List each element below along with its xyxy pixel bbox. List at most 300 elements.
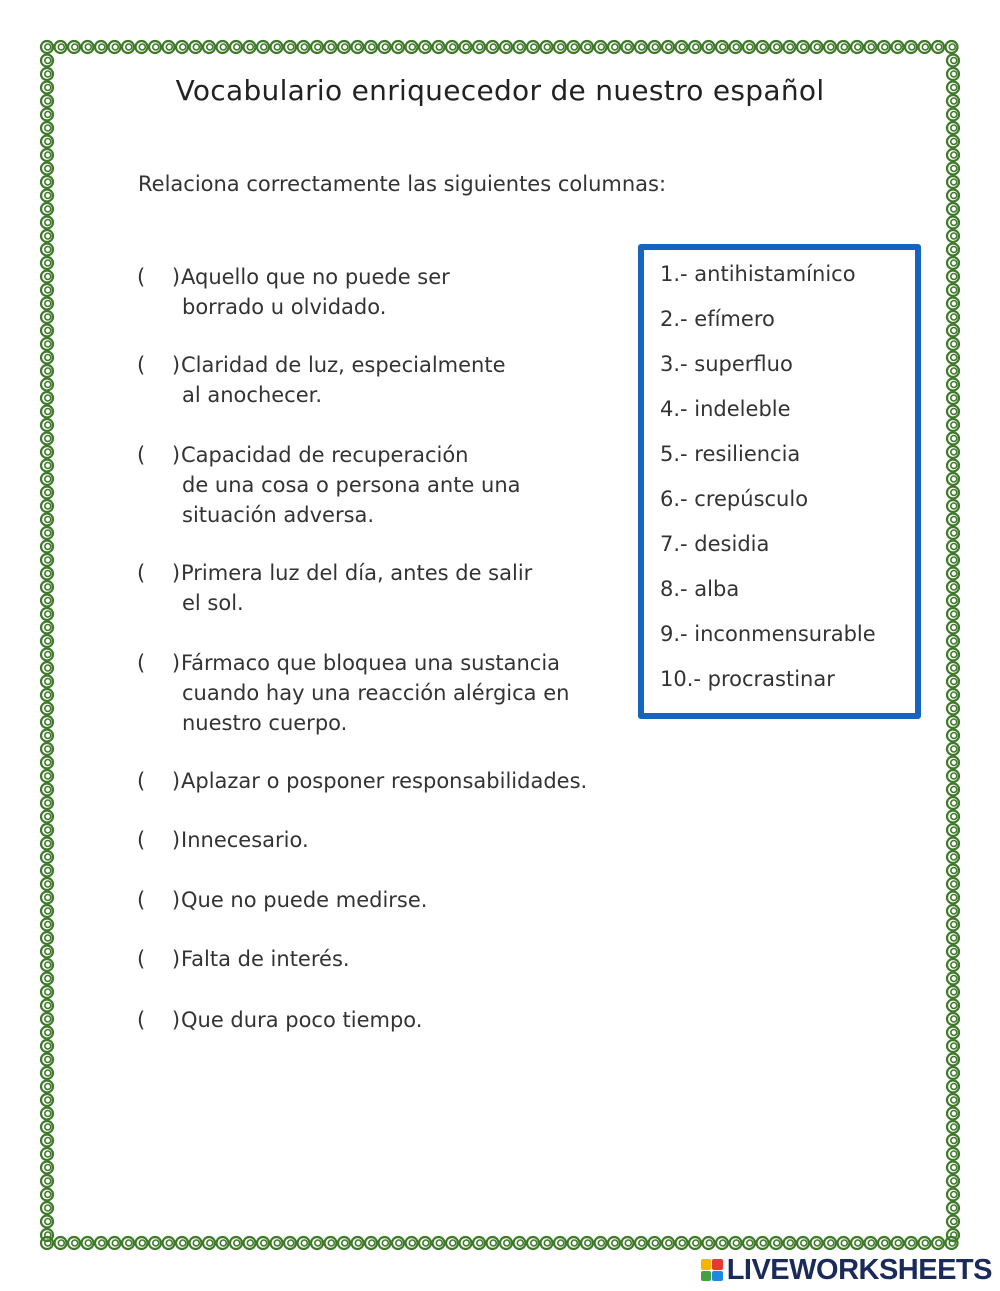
border-swirl-icon bbox=[109, 1237, 121, 1249]
border-swirl-icon bbox=[338, 41, 350, 53]
border-swirl-icon bbox=[41, 581, 53, 593]
border-swirl-icon bbox=[41, 703, 53, 715]
border-swirl-icon bbox=[500, 41, 512, 53]
border-swirl-icon bbox=[947, 1094, 959, 1106]
border-swirl-icon bbox=[947, 379, 959, 391]
border-swirl-icon bbox=[947, 946, 959, 958]
definition-item: ( )Capacidad de recuperación de una cosa o persona ante una situación adversa. bbox=[137, 440, 521, 530]
border-swirl-icon bbox=[82, 41, 94, 53]
border-swirl-icon bbox=[41, 1081, 53, 1093]
border-swirl-icon bbox=[947, 271, 959, 283]
border-swirl-icon bbox=[41, 109, 53, 121]
border-swirl-icon bbox=[190, 41, 202, 53]
word-item: 10.- procrastinar bbox=[660, 667, 835, 691]
border-swirl-icon bbox=[41, 946, 53, 958]
border-swirl-icon bbox=[41, 325, 53, 337]
border-swirl-icon bbox=[41, 257, 53, 269]
border-swirl-icon bbox=[41, 676, 53, 688]
border-swirl-icon bbox=[271, 1237, 283, 1249]
border-swirl-icon bbox=[41, 244, 53, 256]
border-swirl-icon bbox=[41, 298, 53, 310]
border-swirl-icon bbox=[487, 41, 499, 53]
border-swirl-icon bbox=[947, 730, 959, 742]
answer-blank[interactable]: ( ) bbox=[137, 265, 181, 289]
border-swirl-icon bbox=[41, 608, 53, 620]
border-swirl-icon bbox=[352, 1237, 364, 1249]
border-swirl-icon bbox=[947, 257, 959, 269]
border-swirl-icon bbox=[947, 1148, 959, 1160]
word-item: 3.- superfluo bbox=[660, 352, 793, 376]
definition-item: ( )Aquello que no puede ser borrado u olvidado. bbox=[137, 262, 450, 322]
border-swirl-icon bbox=[352, 41, 364, 53]
border-swirl-icon bbox=[757, 1237, 769, 1249]
border-swirl-icon bbox=[581, 1237, 593, 1249]
border-swirl-icon bbox=[947, 352, 959, 364]
border-swirl-icon bbox=[947, 919, 959, 931]
border-swirl-icon bbox=[947, 365, 959, 377]
border-swirl-icon bbox=[947, 1013, 959, 1025]
border-swirl-icon bbox=[41, 770, 53, 782]
border-swirl-icon bbox=[136, 1237, 148, 1249]
border-swirl-icon bbox=[41, 514, 53, 526]
border-swirl-icon bbox=[41, 851, 53, 863]
answer-blank[interactable]: ( ) bbox=[137, 651, 181, 675]
border-swirl-icon bbox=[392, 1237, 404, 1249]
border-swirl-icon bbox=[41, 892, 53, 904]
border-swirl-icon bbox=[947, 1027, 959, 1039]
border-swirl-icon bbox=[41, 446, 53, 458]
border-swirl-icon bbox=[947, 473, 959, 485]
word-item: 2.- efímero bbox=[660, 307, 775, 331]
border-swirl-icon bbox=[554, 41, 566, 53]
border-swirl-icon bbox=[311, 1237, 323, 1249]
border-swirl-icon bbox=[947, 757, 959, 769]
border-swirl-icon bbox=[947, 109, 959, 121]
border-swirl-icon bbox=[947, 689, 959, 701]
border-swirl-icon bbox=[947, 622, 959, 634]
border-swirl-icon bbox=[892, 41, 904, 53]
border-swirl-icon bbox=[947, 136, 959, 148]
border-swirl-icon bbox=[905, 1237, 917, 1249]
border-swirl-icon bbox=[41, 217, 53, 229]
border-swirl-icon bbox=[622, 41, 634, 53]
border-swirl-icon bbox=[947, 527, 959, 539]
border-swirl-icon bbox=[109, 41, 121, 53]
border-swirl-icon bbox=[41, 1175, 53, 1187]
border-swirl-icon bbox=[379, 1237, 391, 1249]
border-swirl-icon bbox=[163, 41, 175, 53]
border-swirl-icon bbox=[865, 41, 877, 53]
border-swirl-icon bbox=[568, 1237, 580, 1249]
border-swirl-icon bbox=[568, 41, 580, 53]
border-swirl-icon bbox=[257, 41, 269, 53]
border-swirl-icon bbox=[608, 41, 620, 53]
border-swirl-icon bbox=[932, 41, 944, 53]
border-swirl-icon bbox=[325, 41, 337, 53]
border-swirl-icon bbox=[947, 1189, 959, 1201]
border-swirl-icon bbox=[41, 905, 53, 917]
definition-item: ( )Que no puede medirse. bbox=[137, 885, 427, 915]
border-swirl-icon bbox=[947, 1216, 959, 1228]
border-swirl-icon bbox=[824, 1237, 836, 1249]
word-item: 6.- crepúsculo bbox=[660, 487, 809, 511]
border-swirl-icon bbox=[149, 1237, 161, 1249]
border-swirl-icon bbox=[797, 1237, 809, 1249]
border-swirl-icon bbox=[203, 41, 215, 53]
border-swirl-icon bbox=[41, 190, 53, 202]
border-swirl-icon bbox=[419, 41, 431, 53]
border-swirl-icon bbox=[947, 541, 959, 553]
border-swirl-icon bbox=[541, 41, 553, 53]
border-swirl-icon bbox=[947, 244, 959, 256]
border-swirl-icon bbox=[662, 41, 674, 53]
border-swirl-icon bbox=[41, 568, 53, 580]
answer-blank[interactable]: ( ) bbox=[137, 561, 181, 585]
answer-blank[interactable]: ( ) bbox=[137, 353, 181, 377]
border-swirl-icon bbox=[865, 1237, 877, 1249]
border-swirl-icon bbox=[41, 1148, 53, 1160]
border-swirl-icon bbox=[176, 1237, 188, 1249]
border-swirl-icon bbox=[947, 716, 959, 728]
definition-item: ( )Fármaco que bloquea una sustancia cuando hay una reacción alérgica en nuestro cuerpo. bbox=[137, 648, 569, 738]
border-swirl-icon bbox=[947, 419, 959, 431]
border-swirl-icon bbox=[41, 743, 53, 755]
border-swirl-icon bbox=[41, 1040, 53, 1052]
border-swirl-icon bbox=[947, 959, 959, 971]
border-swirl-icon bbox=[947, 325, 959, 337]
border-swirl-icon bbox=[527, 1237, 539, 1249]
border-swirl-icon bbox=[649, 1237, 661, 1249]
border-swirl-icon bbox=[797, 41, 809, 53]
border-swirl-icon bbox=[41, 271, 53, 283]
border-swirl-icon bbox=[947, 163, 959, 175]
answer-blank[interactable]: ( ) bbox=[137, 769, 181, 793]
border-swirl-icon bbox=[947, 608, 959, 620]
logo-mark-icon bbox=[701, 1259, 723, 1281]
border-swirl-icon bbox=[905, 41, 917, 53]
border-swirl-icon bbox=[41, 757, 53, 769]
border-swirl-icon bbox=[41, 406, 53, 418]
answer-blank[interactable]: ( ) bbox=[137, 443, 181, 467]
border-swirl-icon bbox=[190, 1237, 202, 1249]
border-swirl-icon bbox=[41, 797, 53, 809]
border-swirl-icon bbox=[325, 1237, 337, 1249]
border-swirl-icon bbox=[947, 932, 959, 944]
border-swirl-icon bbox=[149, 41, 161, 53]
border-swirl-icon bbox=[689, 1237, 701, 1249]
border-swirl-icon bbox=[55, 41, 67, 53]
border-swirl-icon bbox=[41, 635, 53, 647]
border-swirl-icon bbox=[244, 41, 256, 53]
answer-blank[interactable]: ( ) bbox=[137, 1008, 181, 1032]
border-swirl-icon bbox=[947, 568, 959, 580]
border-swirl-icon bbox=[176, 41, 188, 53]
border-swirl-icon bbox=[947, 824, 959, 836]
border-swirl-icon bbox=[947, 635, 959, 647]
border-swirl-icon bbox=[595, 1237, 607, 1249]
border-swirl-icon bbox=[473, 1237, 485, 1249]
border-swirl-icon bbox=[947, 1108, 959, 1120]
answer-blank[interactable]: ( ) bbox=[137, 828, 181, 852]
border-swirl-icon bbox=[41, 1202, 53, 1214]
word-item: 9.- inconmensurable bbox=[660, 622, 876, 646]
border-swirl-icon bbox=[433, 1237, 445, 1249]
word-item: 4.- indeleble bbox=[660, 397, 791, 421]
border-swirl-icon bbox=[947, 554, 959, 566]
border-swirl-icon bbox=[622, 1237, 634, 1249]
border-swirl-icon bbox=[446, 1237, 458, 1249]
border-swirl-icon bbox=[947, 446, 959, 458]
border-swirl-icon bbox=[41, 500, 53, 512]
border-swirl-icon bbox=[947, 284, 959, 296]
border-swirl-icon bbox=[947, 149, 959, 161]
border-swirl-icon bbox=[41, 433, 53, 445]
border-swirl-icon bbox=[217, 41, 229, 53]
logo-text: LIVEWORKSHEETS bbox=[726, 1253, 992, 1286]
border-swirl-icon bbox=[730, 1237, 742, 1249]
border-swirl-icon bbox=[41, 163, 53, 175]
instructions: Relaciona correctamente las siguientes columnas: bbox=[138, 172, 667, 196]
border-swirl-icon bbox=[41, 203, 53, 215]
border-swirl-icon bbox=[947, 487, 959, 499]
border-swirl-icon bbox=[41, 689, 53, 701]
border-swirl-icon bbox=[743, 41, 755, 53]
border-swirl-icon bbox=[41, 487, 53, 499]
definition-item: ( )Que dura poco tiempo. bbox=[137, 1005, 422, 1035]
border-swirl-icon bbox=[365, 41, 377, 53]
border-swirl-icon bbox=[41, 919, 53, 931]
border-swirl-icon bbox=[947, 784, 959, 796]
border-swirl-icon bbox=[41, 1189, 53, 1201]
border-swirl-icon bbox=[446, 41, 458, 53]
border-swirl-icon bbox=[41, 622, 53, 634]
border-swirl-icon bbox=[122, 1237, 134, 1249]
border-swirl-icon bbox=[838, 41, 850, 53]
word-item: 5.- resiliencia bbox=[660, 442, 801, 466]
border-swirl-icon bbox=[41, 838, 53, 850]
border-swirl-icon bbox=[41, 1121, 53, 1133]
border-swirl-icon bbox=[635, 41, 647, 53]
border-swirl-icon bbox=[608, 1237, 620, 1249]
border-swirl-icon bbox=[811, 41, 823, 53]
border-swirl-icon bbox=[947, 986, 959, 998]
border-swirl-icon bbox=[947, 838, 959, 850]
border-swirl-icon bbox=[41, 595, 53, 607]
border-swirl-icon bbox=[68, 41, 80, 53]
border-swirl-icon bbox=[95, 1237, 107, 1249]
border-swirl-icon bbox=[41, 1229, 53, 1241]
border-swirl-icon bbox=[947, 460, 959, 472]
border-swirl-icon bbox=[41, 379, 53, 391]
border-swirl-icon bbox=[338, 1237, 350, 1249]
border-swirl-icon bbox=[878, 1237, 890, 1249]
border-swirl-icon bbox=[851, 1237, 863, 1249]
definition-item: ( )Primera luz del día, antes de salir el sol. bbox=[137, 558, 532, 618]
border-swirl-icon bbox=[676, 1237, 688, 1249]
border-swirl-icon bbox=[460, 41, 472, 53]
border-swirl-icon bbox=[473, 41, 485, 53]
border-swirl-icon bbox=[892, 1237, 904, 1249]
border-swirl-icon bbox=[743, 1237, 755, 1249]
border-swirl-icon bbox=[379, 41, 391, 53]
border-swirl-icon bbox=[947, 406, 959, 418]
border-swirl-icon bbox=[947, 311, 959, 323]
border-swirl-icon bbox=[41, 716, 53, 728]
border-swirl-icon bbox=[41, 865, 53, 877]
border-swirl-icon bbox=[947, 1054, 959, 1066]
border-swirl-icon bbox=[41, 824, 53, 836]
border-swirl-icon bbox=[770, 41, 782, 53]
border-swirl-icon bbox=[284, 1237, 296, 1249]
border-swirl-icon bbox=[406, 1237, 418, 1249]
border-swirl-icon bbox=[41, 811, 53, 823]
border-swirl-icon bbox=[41, 959, 53, 971]
border-swirl-icon bbox=[257, 1237, 269, 1249]
border-swirl-icon bbox=[230, 1237, 242, 1249]
border-swirl-icon bbox=[703, 1237, 715, 1249]
border-swirl-icon bbox=[757, 41, 769, 53]
word-item: 8.- alba bbox=[660, 577, 740, 601]
border-swirl-icon bbox=[203, 1237, 215, 1249]
definition-item: ( )Falta de interés. bbox=[137, 944, 350, 974]
border-swirl-icon bbox=[41, 878, 53, 890]
border-swirl-icon bbox=[41, 784, 53, 796]
border-swirl-icon bbox=[947, 851, 959, 863]
border-swirl-icon bbox=[947, 743, 959, 755]
answer-blank[interactable]: ( ) bbox=[137, 888, 181, 912]
border-swirl-icon bbox=[947, 703, 959, 715]
border-swirl-icon bbox=[919, 1237, 931, 1249]
border-swirl-icon bbox=[41, 527, 53, 539]
border-swirl-icon bbox=[947, 878, 959, 890]
border-swirl-icon bbox=[41, 136, 53, 148]
border-swirl-icon bbox=[581, 41, 593, 53]
border-swirl-icon bbox=[41, 986, 53, 998]
border-swirl-icon bbox=[41, 460, 53, 472]
border-swirl-icon bbox=[41, 1027, 53, 1039]
word-item: 7.- desidia bbox=[660, 532, 770, 556]
border-swirl-icon bbox=[838, 1237, 850, 1249]
border-swirl-icon bbox=[41, 541, 53, 553]
border-swirl-icon bbox=[635, 1237, 647, 1249]
border-swirl-icon bbox=[41, 55, 53, 67]
border-swirl-icon bbox=[947, 230, 959, 242]
border-swirl-icon bbox=[41, 554, 53, 566]
border-swirl-icon bbox=[947, 649, 959, 661]
border-swirl-icon bbox=[122, 41, 134, 53]
border-swirl-icon bbox=[41, 1054, 53, 1066]
border-swirl-icon bbox=[947, 1081, 959, 1093]
border-swirl-icon bbox=[41, 649, 53, 661]
border-swirl-icon bbox=[41, 338, 53, 350]
border-swirl-icon bbox=[716, 1237, 728, 1249]
border-swirl-icon bbox=[947, 392, 959, 404]
border-swirl-icon bbox=[244, 1237, 256, 1249]
border-swirl-icon bbox=[41, 419, 53, 431]
border-swirl-icon bbox=[716, 41, 728, 53]
border-swirl-icon bbox=[554, 1237, 566, 1249]
border-swirl-icon bbox=[163, 1237, 175, 1249]
border-swirl-icon bbox=[947, 338, 959, 350]
word-list-box bbox=[638, 244, 921, 719]
border-swirl-icon bbox=[41, 122, 53, 134]
border-swirl-icon bbox=[947, 811, 959, 823]
answer-blank[interactable]: ( ) bbox=[137, 947, 181, 971]
border-swirl-icon bbox=[41, 473, 53, 485]
border-swirl-icon bbox=[41, 1108, 53, 1120]
border-swirl-icon bbox=[811, 1237, 823, 1249]
border-swirl-icon bbox=[433, 41, 445, 53]
border-swirl-icon bbox=[392, 41, 404, 53]
border-swirl-icon bbox=[41, 176, 53, 188]
border-swirl-icon bbox=[947, 595, 959, 607]
border-swirl-icon bbox=[41, 932, 53, 944]
border-swirl-icon bbox=[487, 1237, 499, 1249]
border-swirl-icon bbox=[41, 230, 53, 242]
border-swirl-icon bbox=[947, 1040, 959, 1052]
border-swirl-icon bbox=[595, 41, 607, 53]
border-swirl-icon bbox=[947, 1202, 959, 1214]
border-swirl-icon bbox=[41, 973, 53, 985]
border-swirl-icon bbox=[41, 1162, 53, 1174]
border-swirl-icon bbox=[730, 41, 742, 53]
border-swirl-icon bbox=[41, 1216, 53, 1228]
border-swirl-icon bbox=[851, 41, 863, 53]
border-swirl-icon bbox=[878, 41, 890, 53]
border-swirl-icon bbox=[41, 41, 53, 53]
border-swirl-icon bbox=[947, 190, 959, 202]
border-swirl-icon bbox=[947, 770, 959, 782]
border-swirl-icon bbox=[947, 865, 959, 877]
border-swirl-icon bbox=[41, 352, 53, 364]
border-swirl-icon bbox=[68, 1237, 80, 1249]
border-swirl-icon bbox=[419, 1237, 431, 1249]
border-swirl-icon bbox=[947, 676, 959, 688]
border-swirl-icon bbox=[947, 892, 959, 904]
border-swirl-icon bbox=[500, 1237, 512, 1249]
border-swirl-icon bbox=[784, 1237, 796, 1249]
border-swirl-icon bbox=[41, 662, 53, 674]
border-swirl-icon bbox=[947, 176, 959, 188]
border-swirl-icon bbox=[919, 41, 931, 53]
border-swirl-icon bbox=[406, 41, 418, 53]
border-swirl-icon bbox=[947, 514, 959, 526]
border-swirl-icon bbox=[649, 41, 661, 53]
border-swirl-icon bbox=[784, 41, 796, 53]
border-swirl-icon bbox=[460, 1237, 472, 1249]
border-swirl-icon bbox=[947, 433, 959, 445]
border-swirl-icon bbox=[946, 41, 958, 53]
border-swirl-icon bbox=[947, 500, 959, 512]
border-swirl-icon bbox=[947, 217, 959, 229]
border-swirl-icon bbox=[947, 55, 959, 67]
border-swirl-icon bbox=[541, 1237, 553, 1249]
border-swirl-icon bbox=[41, 392, 53, 404]
border-swirl-icon bbox=[514, 41, 526, 53]
border-swirl-icon bbox=[703, 41, 715, 53]
liveworksheets-logo[interactable] bbox=[701, 1255, 992, 1285]
border-swirl-icon bbox=[947, 1229, 959, 1241]
border-swirl-icon bbox=[947, 1067, 959, 1079]
word-item: 1.- antihistamínico bbox=[660, 262, 856, 286]
border-swirl-icon bbox=[947, 1135, 959, 1147]
border-swirl-icon bbox=[514, 1237, 526, 1249]
border-swirl-icon bbox=[676, 41, 688, 53]
border-swirl-icon bbox=[947, 203, 959, 215]
border-swirl-icon bbox=[662, 1237, 674, 1249]
border-swirl-icon bbox=[41, 149, 53, 161]
border-swirl-icon bbox=[365, 1237, 377, 1249]
